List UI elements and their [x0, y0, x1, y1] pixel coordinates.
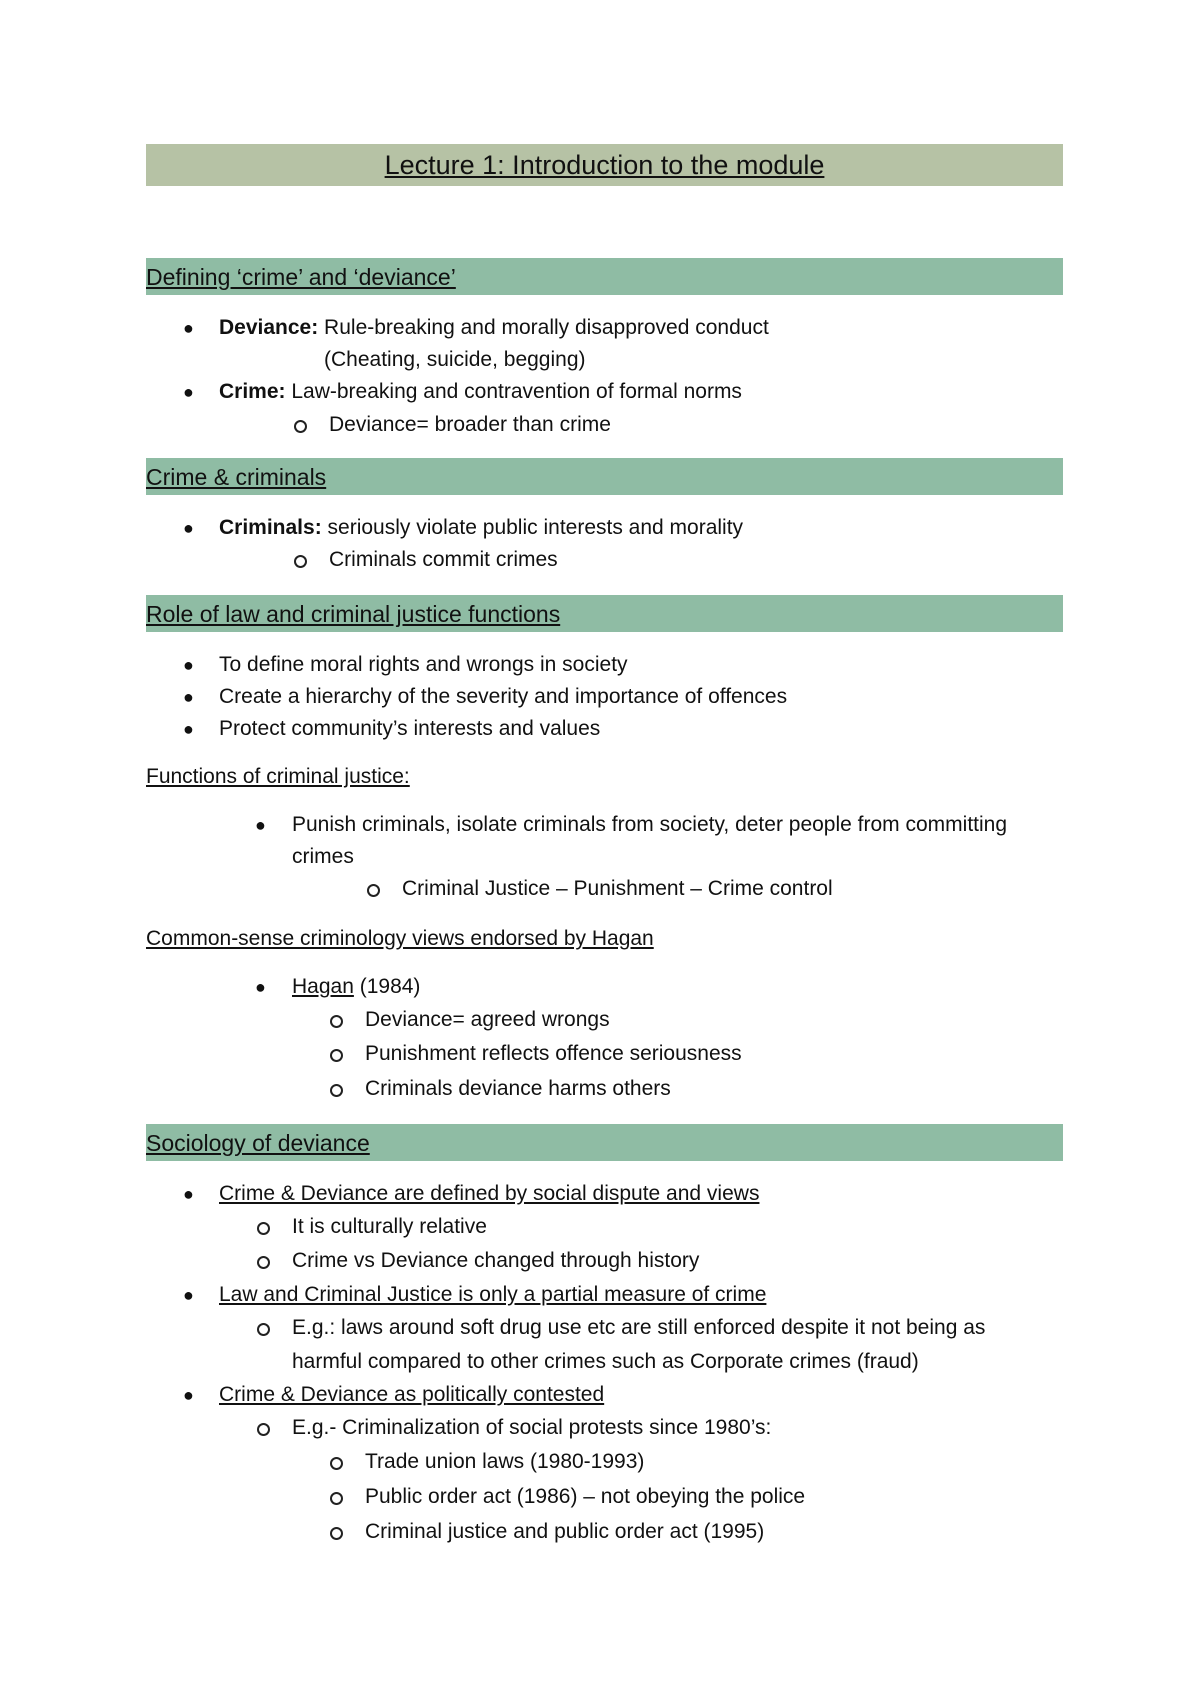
subheading-common-sense: Common-sense criminology views endorsed by Hagan	[146, 927, 654, 950]
section-heading-text: Role of law and criminal justice functions	[146, 601, 561, 627]
circle-bullet-icon	[257, 1323, 270, 1336]
sub-item: Crime vs Deviance changed through history	[292, 1249, 700, 1272]
list-item-continuation: crimes	[292, 845, 354, 868]
sub-item: E.g.- Criminalization of social protests since 1980’s:	[292, 1416, 772, 1439]
section-heading-role-of-law	[146, 595, 1063, 632]
circle-bullet-icon	[330, 1492, 343, 1505]
sub-item: E.g.: laws around soft drug use etc are still enforced despite it not being as	[292, 1316, 986, 1339]
section-heading-text: Crime & criminals	[146, 464, 327, 490]
title-bar	[146, 144, 1063, 186]
definition-crime: Law-breaking and contravention of formal norms	[285, 380, 742, 403]
circle-bullet-icon	[257, 1222, 270, 1235]
bullet-icon: ●	[183, 382, 194, 402]
bullet-icon: ●	[255, 977, 266, 997]
circle-bullet-icon	[367, 884, 380, 897]
sub-sub-item: Criminal justice and public order act (1995)	[365, 1520, 765, 1543]
circle-bullet-icon	[257, 1256, 270, 1269]
sub-item: Criminals deviance harms others	[365, 1077, 671, 1100]
sub-item-continuation: harmful compared to other crimes such as Corporate crimes (fraud)	[292, 1350, 919, 1373]
bullet-icon: ●	[255, 815, 266, 835]
bullet-icon: ●	[183, 318, 194, 338]
circle-bullet-icon	[330, 1457, 343, 1470]
circle-bullet-icon	[330, 1527, 343, 1540]
deviance-examples: (Cheating, suicide, begging)	[324, 348, 586, 371]
hagan-year: (1984)	[353, 975, 421, 998]
list-item: Punish criminals, isolate criminals from society, deter people from committing	[292, 813, 1008, 836]
bullet-icon: ●	[183, 1285, 194, 1305]
term-criminals: Criminals:	[219, 516, 322, 539]
section-heading-text: Defining ‘crime’ and ‘deviance’	[146, 264, 456, 290]
page-title: Lecture 1: Introduction to the module	[384, 150, 825, 180]
sub-sub-item: Trade union laws (1980-1993)	[365, 1450, 645, 1473]
list-item: Law and Criminal Justice is only a partial measure of crime	[219, 1283, 767, 1306]
sub-item: Criminal Justice – Punishment – Crime control	[402, 877, 833, 900]
circle-bullet-icon	[330, 1015, 343, 1028]
list-item-deviance	[219, 314, 769, 342]
circle-bullet-icon	[330, 1084, 343, 1097]
sub-item: Deviance= agreed wrongs	[365, 1008, 610, 1031]
sub-item: Punishment reflects offence seriousness	[365, 1042, 742, 1065]
bullet-icon: ●	[183, 719, 194, 739]
bullet-icon: ●	[183, 1184, 194, 1204]
list-item: To define moral rights and wrongs in society	[219, 653, 628, 676]
list-item-crime	[219, 378, 742, 406]
list-item: Crime & Deviance are defined by social dispute and views	[219, 1182, 760, 1205]
bullet-icon: ●	[183, 687, 194, 707]
circle-bullet-icon	[257, 1423, 270, 1436]
circle-bullet-icon	[294, 420, 307, 433]
definition-deviance: Rule-breaking and morally disapproved conduct	[318, 316, 769, 339]
list-item: Create a hierarchy of the severity and importance of offences	[219, 685, 788, 708]
list-item-hagan	[292, 973, 420, 1001]
section-heading-defining	[146, 258, 1063, 295]
list-item-criminals	[219, 514, 743, 542]
circle-bullet-icon	[330, 1049, 343, 1062]
section-heading-sociology	[146, 1124, 1063, 1161]
list-item: Crime & Deviance as politically contested	[219, 1383, 605, 1406]
bullet-icon: ●	[183, 518, 194, 538]
definition-criminals: seriously violate public interests and morality	[321, 516, 744, 539]
sub-item: Criminals commit crimes	[329, 548, 558, 571]
section-heading-text: Sociology of deviance	[146, 1130, 370, 1156]
circle-bullet-icon	[294, 555, 307, 568]
term-deviance: Deviance:	[219, 316, 319, 339]
bullet-icon: ●	[183, 655, 194, 675]
list-item: Protect community’s interests and values	[219, 717, 601, 740]
section-heading-crime-criminals	[146, 458, 1063, 495]
bullet-icon: ●	[183, 1385, 194, 1405]
sub-item: It is culturally relative	[292, 1215, 487, 1238]
hagan-name: Hagan	[292, 975, 354, 998]
sub-sub-item: Public order act (1986) – not obeying the police	[365, 1485, 806, 1508]
subheading-functions: Functions of criminal justice:	[146, 765, 410, 788]
sub-item: Deviance= broader than crime	[329, 413, 611, 436]
term-crime: Crime:	[219, 380, 286, 403]
